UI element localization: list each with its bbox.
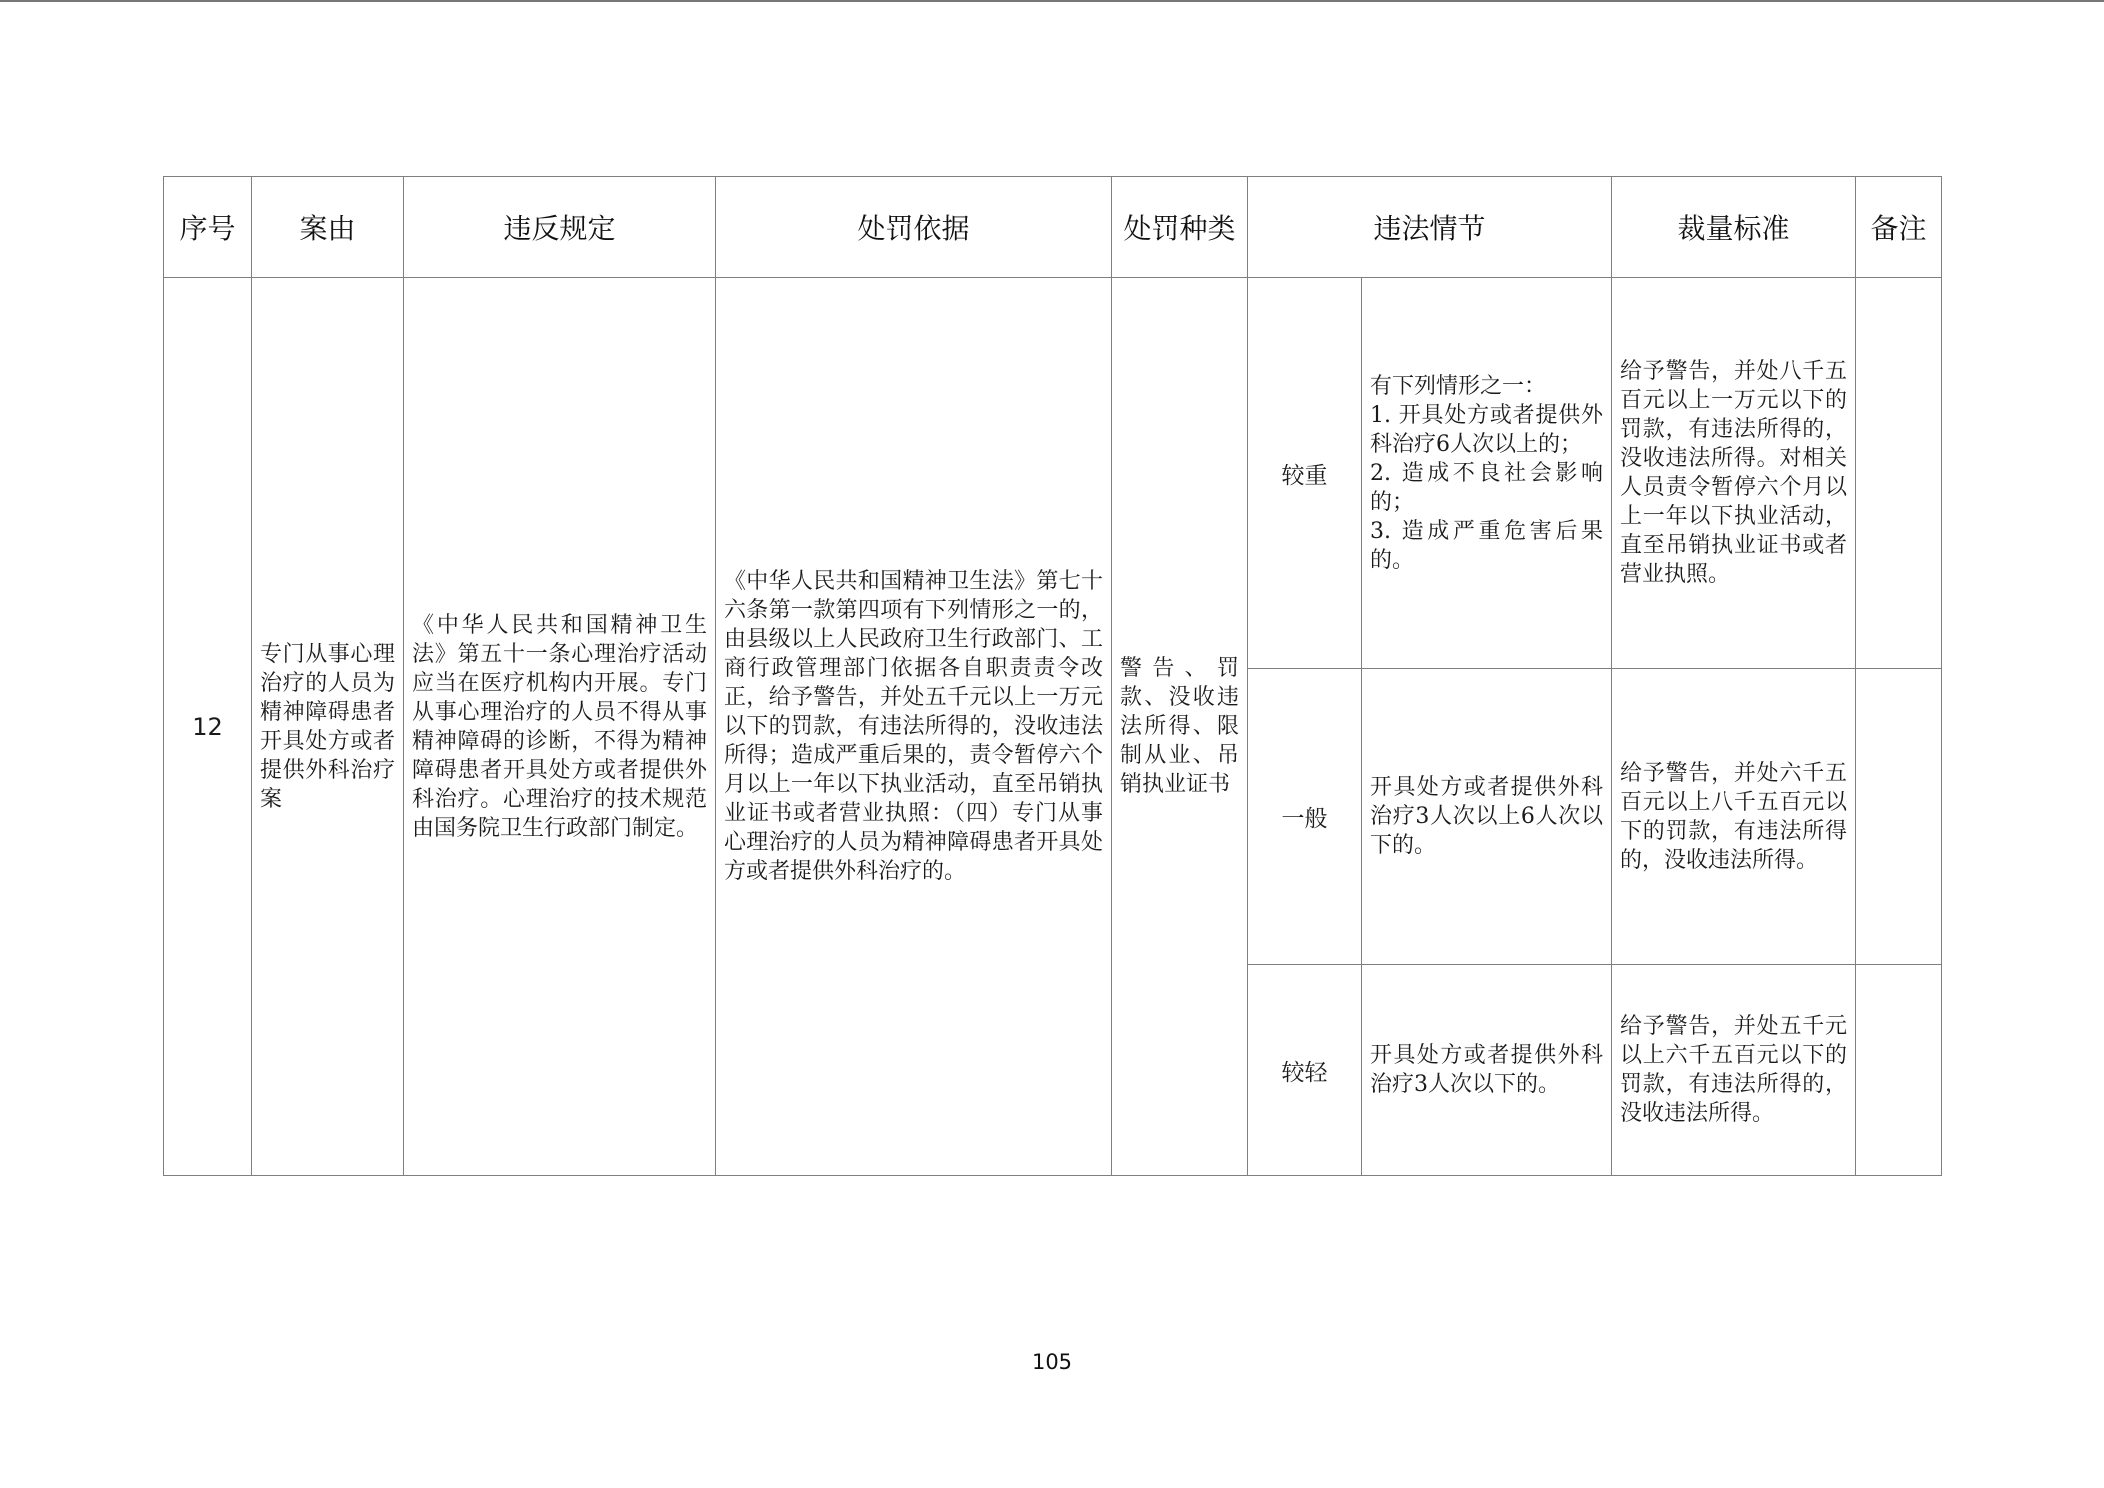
header-remarks: 备注 <box>1856 177 1942 278</box>
violated-rule-text: 《中华人民共和国精神卫生法》第五十一条心理治疗活动应当在医疗机构内开展。专门从事心理治疗的人员不得从事精神障碍的诊断，不得为精神障碍患者开具处方或者提供外科治疗。心理治疗的技术规范由国务院卫生行政部门制定。 <box>412 612 707 841</box>
standard-cell-general <box>1612 669 1856 965</box>
seq-cell: 12 <box>164 278 252 1176</box>
remarks-cell-serious <box>1856 278 1942 669</box>
standard-text-serious: 给予警告，并处八千五百元以上一万元以下的罚款，有违法所得的，没收违法所得。对相关人员责令暂停六个月以上一年以下执业活动，直至吊销执业证书或者营业执照。 <box>1620 359 1848 587</box>
top-border-line <box>0 0 2104 2</box>
detail-text-minor: 开具处方或者提供外科治疗3人次以下的。 <box>1370 1043 1604 1097</box>
basis-cell <box>716 278 1112 1176</box>
standard-text-minor: 给予警告，并处五千元以上六千五百元以下的罚款，有违法所得的，没收违法所得。 <box>1620 1014 1848 1126</box>
penalty-type-cell <box>1112 278 1248 1176</box>
violated-rule-cell <box>404 278 716 1176</box>
case-cell <box>252 278 404 1176</box>
header-standard: 裁量标准 <box>1612 177 1856 278</box>
standard-text-general: 给予警告，并处六千五百元以上八千五百元以下的罚款，有违法所得的，没收违法所得。 <box>1620 760 1848 873</box>
remarks-cell-minor <box>1856 965 1942 1176</box>
penalty-type-text: 警告、罚款、没收违法所得、限制从业、吊销执业证书 <box>1120 656 1239 797</box>
header-case: 案由 <box>252 177 404 278</box>
level-cell-minor: 较轻 <box>1248 965 1362 1176</box>
basis-text: 《中华人民共和国精神卫生法》第七十六条第一款第四项有下列情形之一的，由县级以上人民政府卫生行政部门、工商行政管理部门依据各自职责责令改正，给予警告，并处五千元以上一万元以下的罚款，有违法所得的，没收违法所得；造成严重后果的，责令暂停六个月以上一年以下执业活动，直至吊销执业证书或者营业执照：（四）专门从事心理治疗的人员为精神障碍患者开具处方或者提供外科治疗的。 <box>724 569 1103 884</box>
header-circumstances: 违法情节 <box>1248 177 1612 278</box>
detail-cell-general <box>1362 669 1612 965</box>
page-number: 105 <box>1031 1350 1073 1374</box>
detail-text-serious: 有下列情形之一： 1. 开具处方或者提供外科治疗6人次以上的； 2. 造成不良社会影响的； 3. 造成严重危害后果的。 <box>1370 373 1604 573</box>
standard-cell-serious <box>1612 278 1856 669</box>
header-seq: 序号 <box>164 177 252 278</box>
header-basis: 处罚依据 <box>716 177 1112 278</box>
table-row <box>164 278 1942 669</box>
level-cell-general: 一般 <box>1248 669 1362 965</box>
level-cell-serious: 较重 <box>1248 278 1362 669</box>
detail-text-general: 开具处方或者提供外科治疗3人次以上6人次以下的。 <box>1370 775 1604 858</box>
remarks-cell-general <box>1856 669 1942 965</box>
case-text: 专门从事心理治疗的人员为精神障碍患者开具处方或者提供外科治疗案 <box>260 641 395 812</box>
penalty-standard-table <box>163 176 1942 1176</box>
header-row <box>164 177 1942 278</box>
detail-cell-serious <box>1362 278 1612 669</box>
header-violated-rule: 违反规定 <box>404 177 716 278</box>
detail-cell-minor <box>1362 965 1612 1176</box>
header-penalty-type: 处罚种类 <box>1112 177 1248 278</box>
standard-cell-minor <box>1612 965 1856 1176</box>
